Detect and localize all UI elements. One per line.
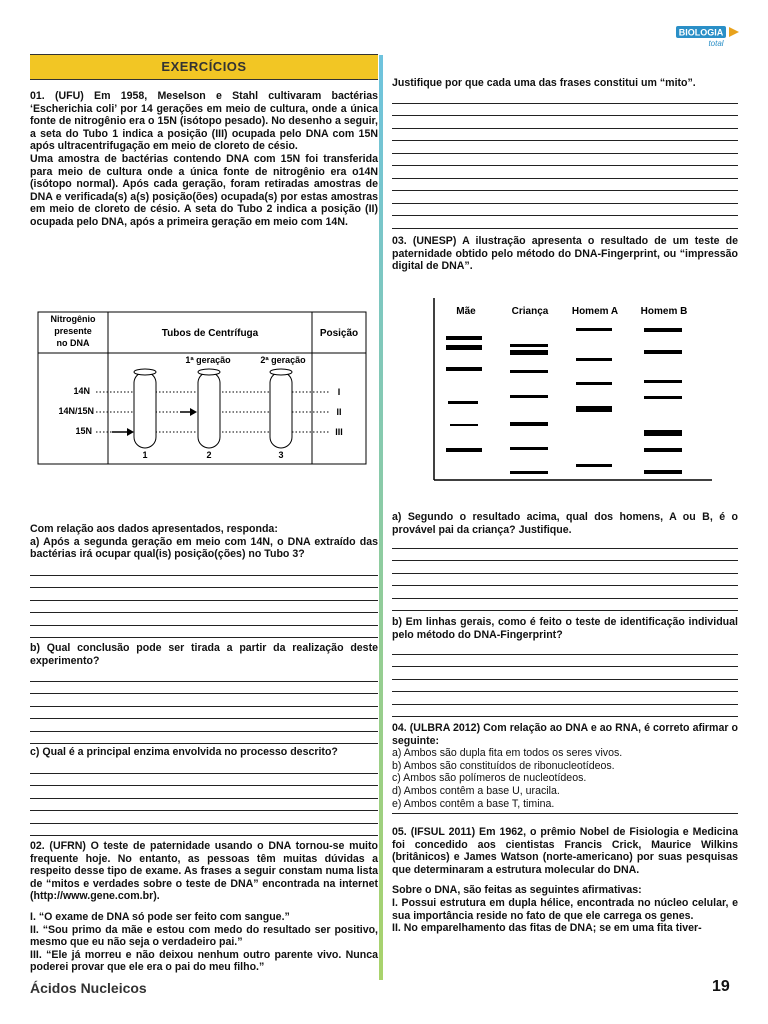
q03-a-answer-lines[interactable] <box>392 536 738 611</box>
q03-b: b) Em linhas gerais, como é feito o teste de identificação individual pelo método do DNA-Fingerprint? <box>392 616 738 641</box>
q04-intro: 04. (ULBRA 2012) Com relação ao DNA e ao RNA, é correto afirmar o seguinte: <box>392 722 738 747</box>
gel-label-mae: Mãe <box>456 306 476 317</box>
q01-a-answer-lines[interactable] <box>30 563 378 638</box>
centrifuge-figure <box>30 308 378 470</box>
q02-block <box>30 840 378 974</box>
gel-label-homem-a: Homem A <box>571 306 619 317</box>
fig-tube1-num: 1 <box>142 450 148 460</box>
fig-pos3: III <box>335 427 343 437</box>
q03-a-block <box>392 511 738 536</box>
q04-option-e: e) Ambos contêm a base T, timina. <box>392 797 555 810</box>
q03-intro: 03. (UNESP) A ilustração apresenta o resultado de um teste de paternidade obtido pelo método do DNA-Fingerprint, ou “impressão digital de DNA”. <box>392 235 738 273</box>
page-number: 19 <box>712 978 730 995</box>
fig-gen1-label: 1ª geração <box>185 355 231 365</box>
dna-fingerprint-figure <box>392 290 738 490</box>
q04-option-d: d) Ambos contêm a base U, uracila. <box>392 784 560 797</box>
q01-intro2: Uma amostra de bactérias contendo DNA com 15N foi transferida para meio de cultura onde a única fonte de nitrogênio era o14N (isótopo normal). Após cada geração, foram retiradas amostras de DNA e verificada(s) a(s) posição(ões) ocupada(s) por estas amostras em meio de cloreto de césio. A seta do Tubo 2 indica a posição (II) ocupada pelo DNA, após a primeira geração em meio com 14N. <box>30 152 378 228</box>
fig-pos1: I <box>337 387 341 397</box>
fig-col3-title: Posição <box>319 328 359 339</box>
fig-tube2-num: 2 <box>206 450 212 460</box>
q02-answer-lines[interactable] <box>392 91 738 229</box>
gel-lane-mae <box>446 336 482 452</box>
gel-lane-crianca <box>510 344 548 474</box>
q01-questions-a <box>30 523 378 561</box>
q01-c-answer-lines[interactable] <box>30 761 378 836</box>
q02-iii: III. “Ele já morreu e não deixou nenhum outro parente vivo. Nunca poderei provar que ele era o pai do meu filho.” <box>30 948 378 974</box>
gel-lane-homem-b <box>644 328 682 474</box>
fig-tube3-num: 3 <box>278 450 284 460</box>
q05-intro: 05. (IFSUL 2011) Em 1962, o prêmio Nobel de Fisiologia e Medicina foi concedido aos cientistas Francis Crick, Maurice Wilkins (britânicos) e James Watson (norte-americano) por suas pesquisas que determinaram a estrutura molecular do DNA. <box>392 826 738 876</box>
q05-lead: Sobre o DNA, são feitas as seguintes afirmativas: <box>392 884 642 897</box>
gel-label-homem-b: Homem B <box>640 306 688 317</box>
q04-option-b: b) Ambos são constituídos de ribonucleotídeos. <box>392 759 615 772</box>
gel-lane-homem-a <box>576 328 612 467</box>
q02-justify: Justifique por que cada uma das frases constitui um “mito”. <box>392 77 696 89</box>
q04-option-c: c) Ambos são polímeros de nucleotídeos. <box>392 772 587 785</box>
svg-text:total: total <box>708 39 724 48</box>
column-divider <box>379 55 383 980</box>
q01-a: a) Após a segunda geração em meio com 14N, o DNA extraído das bactérias irá ocupar qual(is) posição(ções) no Tubo 3? <box>30 535 378 561</box>
section-title: EXERCÍCIOS <box>161 59 247 74</box>
fig-col1-line1: Nitrogênio <box>50 314 96 324</box>
tube-1 <box>134 369 156 448</box>
biologia-total-logo <box>676 24 740 48</box>
q03-intro-block <box>392 235 738 273</box>
svg-text:BIOLOGIA: BIOLOGIA <box>678 27 724 38</box>
q01-prompt: Com relação aos dados apresentados, responda: <box>30 523 278 535</box>
fig-col2-title: Tubos de Centrífuga <box>161 328 259 339</box>
section-header <box>30 54 378 80</box>
tube-3 <box>270 369 292 448</box>
fig-row3-label: 15N <box>75 426 92 436</box>
fig-gen2-label: 2ª geração <box>260 355 306 365</box>
q03-b-answer-lines[interactable] <box>392 642 738 717</box>
q04-separator <box>392 812 738 814</box>
q01-b-answer-lines[interactable] <box>30 669 378 744</box>
q01-c: c) Qual é a principal enzima envolvida no processo descrito? <box>30 746 338 758</box>
q02-justify-block <box>392 52 738 90</box>
q01-c-block <box>30 746 378 759</box>
fig-col1-line3: no DNA <box>56 338 90 348</box>
q05-ii: II. No emparelhamento das fitas de DNA; se em uma fita tiver- <box>392 922 702 935</box>
tube-2 <box>198 369 220 448</box>
q02-i: I. “O exame de DNA só pode ser feito com sangue.” <box>30 910 290 923</box>
q05-i: I. Possui estrutura em dupla hélice, encontrada no núcleo celular, e sua importância reside no fato de que ele carrega os genes. <box>392 896 738 922</box>
q02-ii: II. “Sou primo da mãe e estou com medo do resultado ser positivo, mesmo que eu não seja o verdadeiro pai.” <box>30 923 378 949</box>
q01-intro: 01. (UFU) Em 1958, Meselson e Stahl cultivaram bactérias ‘Escherichia coli’ por 14 gerações em meio de cultura, onde a única fonte de nitrogênio era o 15N (isótopo pesado). No desenho a seguir, a seta do Tubo 1 indica a posição (III) ocupada pelo DNA com 15N após ultracentrifugação em meio de cloreto de césio. <box>30 90 378 153</box>
q05-block <box>392 826 738 935</box>
q02-intro: 02. (UFRN) O teste de paternidade usando o DNA tornou-se muito frequente hoje. No entanto, as pessoas têm muitas dúvidas a respeito desse tipo de exame. As frases a seguir constam numa lista de “mitos e verdades sobre o teste de DNA” encontrada na internet (http://www.gene.com.br). <box>30 840 378 903</box>
fig-row1-label: 14N <box>73 386 90 396</box>
gel-label-crianca: Criança <box>511 306 549 317</box>
q01-b: b) Qual conclusão pode ser tirada a partir da realização deste experimento? <box>30 642 378 667</box>
footer-chapter: Ácidos Nucleicos <box>30 980 147 996</box>
fig-row2-label: 14N/15N <box>58 406 94 416</box>
q04-option-a: a) Ambos são dupla fita em todos os seres vivos. <box>392 747 623 760</box>
q03-a: a) Segundo o resultado acima, qual dos homens, A ou B, é o provável pai da criança? Justifique. <box>392 511 738 536</box>
q01-b-block <box>30 642 378 667</box>
fig-col1-line2: presente <box>54 326 92 336</box>
q01-intro-block <box>30 90 378 229</box>
q03-b-block <box>392 616 738 641</box>
q04-block <box>392 722 738 810</box>
fig-pos2: II <box>336 407 342 417</box>
